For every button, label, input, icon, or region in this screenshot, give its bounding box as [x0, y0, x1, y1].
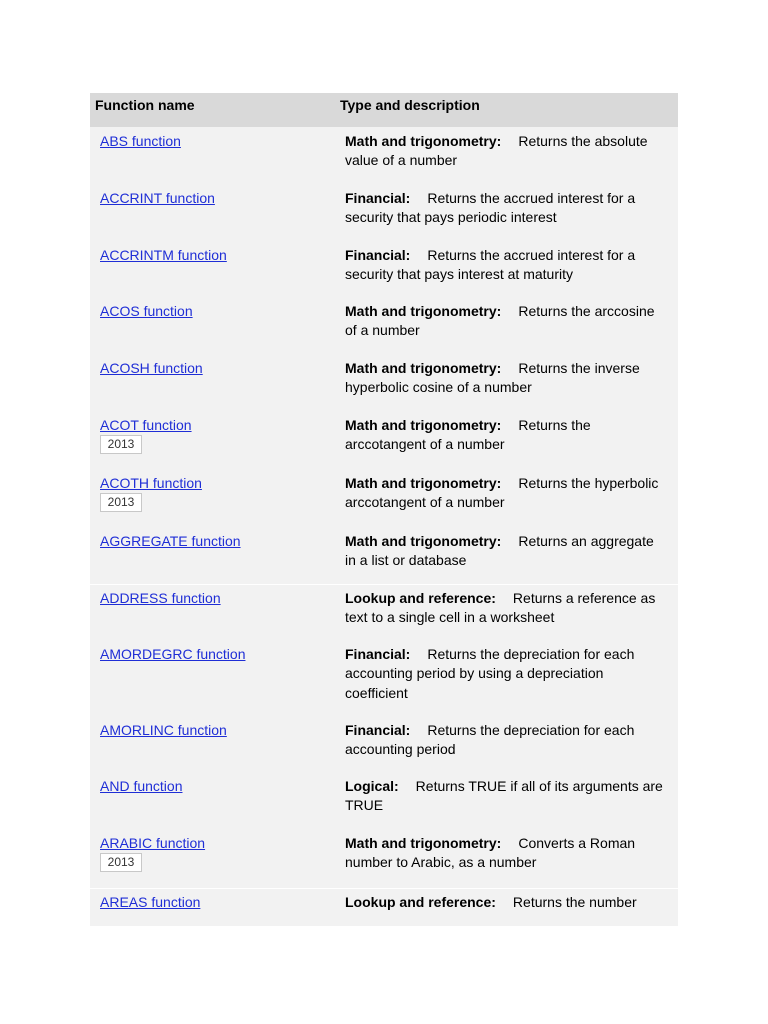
description-text: Converts a Roman number to Arabic, as a number [345, 835, 636, 871]
description-text: Returns the absolute value of a number [345, 133, 648, 169]
function-link-aggregate[interactable]: AGGREGATE function [100, 533, 241, 549]
header-function-name: Function name [95, 97, 195, 113]
description-text: Returns a reference as text to a single cell in a worksheet [345, 590, 656, 626]
function-name-cell [100, 893, 330, 912]
table-row [90, 888, 678, 910]
category-label: Math and trigonometry: [345, 360, 502, 376]
function-description-cell [345, 721, 665, 760]
description-text: Returns the depreciation for each accounting period [345, 722, 635, 758]
function-table [90, 93, 678, 926]
category-label: Math and trigonometry: [345, 533, 502, 549]
function-name-cell [100, 416, 330, 454]
description-text: Returns the number [512, 894, 637, 910]
function-link-accrint[interactable]: ACCRINT function [100, 190, 215, 206]
function-description-cell [345, 302, 665, 341]
function-description-cell [345, 834, 665, 873]
description-text: Returns the arccotangent of a number [345, 417, 591, 453]
function-link-acosh[interactable]: ACOSH function [100, 360, 203, 376]
table-header [90, 93, 678, 127]
function-link-and[interactable]: AND function [100, 778, 183, 794]
function-name-cell [100, 474, 330, 512]
function-description-cell [345, 416, 665, 455]
function-name-cell [100, 589, 330, 608]
description-text: Returns the hyperbolic arccotangent of a number [345, 475, 659, 511]
category-label: Financial: [345, 646, 411, 662]
function-name-cell [100, 777, 330, 796]
function-link-acoth[interactable]: ACOTH function [100, 475, 202, 491]
function-link-areas[interactable]: AREAS function [100, 894, 201, 910]
function-link-amordegrc[interactable]: AMORDEGRC function [100, 646, 246, 662]
function-link-address[interactable]: ADDRESS function [100, 590, 221, 606]
function-description-cell [345, 359, 665, 398]
category-label: Math and trigonometry: [345, 133, 502, 149]
description-text: Returns the arccosine of a number [345, 303, 655, 339]
version-badge: 2013 [100, 435, 142, 454]
function-link-abs[interactable]: ABS function [100, 133, 181, 149]
function-name-cell [100, 645, 330, 664]
function-name-cell [100, 132, 330, 151]
function-name-cell [100, 189, 330, 208]
description-text: Returns the accrued interest for a security that pays periodic interest [345, 190, 636, 226]
description-text: Returns the accrued interest for a security that pays interest at maturity [345, 247, 636, 283]
description-text: Returns an aggregate in a list or database [345, 533, 654, 569]
function-description-cell [345, 589, 665, 628]
function-link-acot[interactable]: ACOT function [100, 417, 192, 433]
function-description-cell [345, 893, 665, 912]
description-text: Returns the depreciation for each accounting period by using a depreciation coefficient [345, 646, 635, 701]
category-label: Math and trigonometry: [345, 835, 502, 851]
function-description-cell [345, 132, 665, 171]
category-label: Math and trigonometry: [345, 303, 502, 319]
function-link-acos[interactable]: ACOS function [100, 303, 193, 319]
function-description-cell [345, 532, 665, 571]
function-name-cell [100, 246, 330, 265]
function-description-cell [345, 777, 665, 816]
description-text: Returns the inverse hyperbolic cosine of a number [345, 360, 640, 396]
function-link-amorlinc[interactable]: AMORLINC function [100, 722, 227, 738]
category-label: Lookup and reference: [345, 894, 496, 910]
header-type-description: Type and description [340, 97, 480, 113]
table-row [90, 584, 678, 626]
function-description-cell [345, 189, 665, 228]
category-label: Financial: [345, 190, 411, 206]
category-label: Logical: [345, 778, 399, 794]
function-description-cell [345, 246, 665, 285]
function-name-cell [100, 302, 330, 321]
category-label: Financial: [345, 722, 411, 738]
version-badge: 2013 [100, 853, 142, 872]
category-label: Math and trigonometry: [345, 475, 502, 491]
function-name-cell [100, 532, 330, 551]
description-text: Returns TRUE if all of its arguments are TRUE [345, 778, 663, 814]
function-description-cell [345, 645, 665, 703]
function-description-cell [345, 474, 665, 513]
function-name-cell [100, 359, 330, 378]
category-label: Math and trigonometry: [345, 417, 502, 433]
function-link-arabic[interactable]: ARABIC function [100, 835, 206, 851]
function-name-cell [100, 834, 330, 872]
category-label: Financial: [345, 247, 411, 263]
function-name-cell [100, 721, 330, 740]
function-link-accrintm[interactable]: ACCRINTM function [100, 247, 227, 263]
category-label: Lookup and reference: [345, 590, 496, 606]
version-badge: 2013 [100, 493, 142, 512]
